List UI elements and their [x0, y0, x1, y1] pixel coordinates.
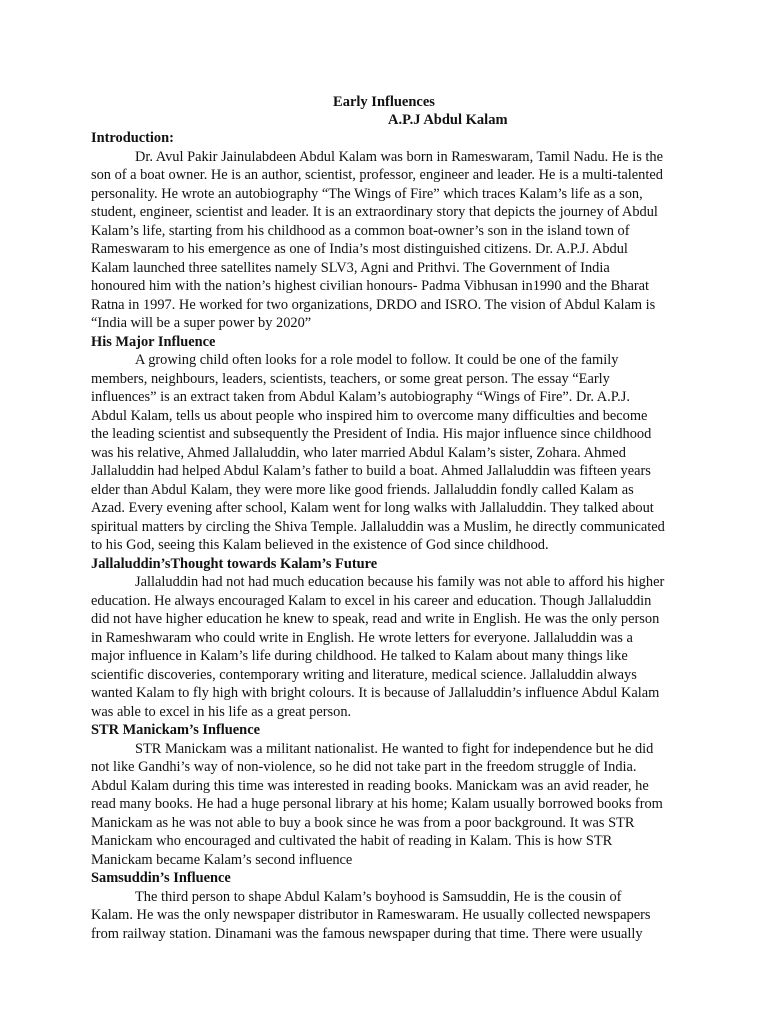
section-body-introduction: Dr. Avul Pakir Jainulabdeen Abdul Kalam was born in Rameswaram, Tamil Nadu. He is the son of a boat owner. He is an author, scientist, professor, engineer and leader. He is a multi-talented personality. He wrote an autobiography “The Wings of Fire” which traces Kalam’s life as a son, student, engineer, scientist and leader. It is an extraordinary story that depicts the journey of Abdul Kalam’s life, starting from his childhood as a common boat-owner’s son in the island town of Rameswaram to his emergence as one of India’s most distinguished citizens. Dr. A.P.J. Abdul Kalam launched three satellites namely SLV3, Agni and Prithvi. The Government of India honoured him with the nation’s highest civilian honours- Padma Vibhusan in1990 and the Bharat Ratna in 1997. He worked for two organizations, DRDO and ISRO. The vision of Abdul Kalam is “India will be a super power by 2020” — [91, 148, 664, 331]
document-author: A.P.J Abdul Kalam — [388, 112, 508, 128]
section-body-jallaluddin-thought: Jallaluddin had not had much education because his family was not able to afford his higher education. He always encouraged Kalam to excel in his career and education. Though Jallaluddin did not have higher education he knew to speak, read and write in English. He was the only person in Rameshwaram who could write in English. He wrote letters for everyone. Jallaluddin was a major influence in Kalam’s life during childhood. He talked to Kalam about many things like scientific discoveries, contemporary writing and literature, medical science. Jallaluddin always wanted Kalam to fly high with bright colours. It is because of Jallaluddin’s influence Abdul Kalam was able to excel in his life as a great person. — [91, 574, 665, 720]
section-body-major-influence: A growing child often looks for a role model to follow. It could be one of the family members, neighbours, leaders, scientists, teachers, or some great person. The essay “Early influences” is an extract taken from Abdul Kalam’s autobiography “Wings of Fire”. Dr. A.P.J. Abdul Kalam, tells us about people who inspired him to overcome many difficulties and become the leading scientist and subsequently the President of India. His major influence since childhood was his relative, Ahmed Jallaluddin, who later married Abdul Kalam’s sister, Zohara. Ahmed Jallaluddin had helped Abdul Kalam’s father to build a boat. Ahmed Jallaluddin was fifteen years elder than Abdul Kalam, they were more like good friends. Jallaluddin fondly called Kalam as Azad. Every evening after school, Kalam went for long walks with Jallaluddin. They talked about spiritual matters by circling the Shiva Temple. Jallaluddin was a Muslim, he directly communicated to his God, seeing this Kalam believed in the existence of God since childhood. — [91, 352, 665, 553]
document-title: Early Influences — [333, 94, 435, 110]
section-heading-jallaluddin-thought: Jallaluddin’sThought towards Kalam’s Future — [91, 555, 378, 572]
section-heading-introduction: Introduction: — [91, 130, 174, 146]
section-body-manickam: STR Manickam was a militant nationalist. He wanted to fight for independence but he did not like Gandhi’s way of non-violence, so he did not take part in the freedom struggle of India. Abdul Kalam during this time was interested in reading books. Manickam was an avid reader, he read many books. He had a huge personal library at his home; Kalam usually borrowed books from Manickam as he was not able to buy a book since he was from a poor background. It was STR Manickam who encouraged and cultivated the habit of reading in Kalam. This is how STR Manickam became Kalam’s second influence — [91, 740, 663, 868]
section-heading-samsuddin: Samsuddin’s Influence — [91, 870, 231, 886]
document-body — [91, 129, 665, 943]
section-body-samsuddin: The third person to shape Abdul Kalam’s boyhood is Samsuddin, He is the cousin of Kalam. He was the only newspaper distributor in Rameswaram. He usually collected newspapers from railway station. Dinamani was the famous newspaper during that time. There were usually — [91, 888, 651, 942]
section-heading-major-influence: His Major Influence — [91, 333, 216, 350]
section-heading-manickam: STR Manickam’s Influence — [91, 722, 260, 738]
